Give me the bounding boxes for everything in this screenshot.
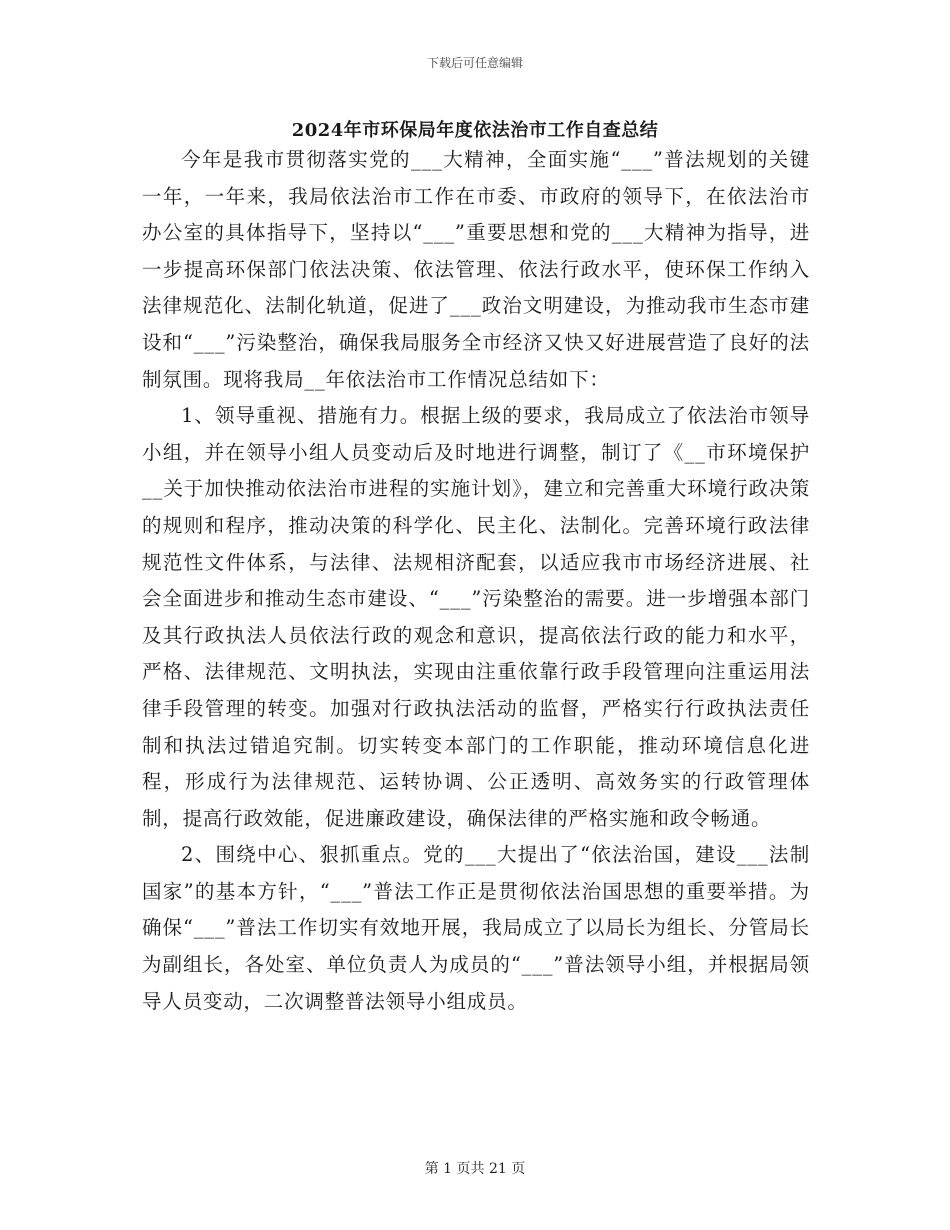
paragraph-intro: 今年是我市贯彻落实党的___大精神，全面实施“___”普法规划的关键一年，一年来，我局依法治市工作在市委、市政府的领导下，在依法治市办公室的具体指导下，坚持以“___”重要思想和党的___大精神为指导，进一步提高环保部门依法决策、依法管理、依法行政水平，使环保工作纳入法律规范化、法制化轨道，促进了___政治文明建设，为推动我市生态市建设和“___”污染整治，确保我局服务全市经济又快又好进展营造了良好的法制氛围。现将我局__年依法治市工作情况总结如下： [142, 148, 810, 391]
page-number: 第 1 页共 21 页 [424, 1161, 526, 1177]
paragraph-section-2: 2、围绕中心、狠抓重点。党的___大提出了“依法治国，建设___法制国家”的基本方针，“___”普法工作正是贯彻依法治国思想的重要举措。为确保“___”普法工作切实有效地开展，我局成立了以局长为组长、分管局长为副组长，各处室、单位负责人为成员的“___”普法领导小组，并根据局领导人员变动，二次调整普法领导小组成员。 [142, 843, 810, 1013]
document-title: 2024年市环保局年度依法治市工作自查总结 [291, 120, 659, 141]
document-body [142, 142, 810, 1020]
paragraph-section-1: 1、领导重视、措施有力。根据上级的要求，我局成立了依法治市领导小组，并在领导小组人员变动后及时地进行调整，制订了《__市环境保护__关于加快推动依法治市进程的实施计划》，建立和完善重大环境行政决策的规则和程序，推动决策的科学化、民主化、法制化。完善环境行政法律规范性文件体系，与法律、法规相济配套，以适应我市市场经济进展、社会全面进步和推动生态市建设、“___”污染整治的需要。进一步增强本部门及其行政执法人员依法行政的观念和意识，提高依法行政的能力和水平，严格、法律规范、文明执法，实现由注重依靠行政手段管理向注重运用法律手段管理的转变。加强对行政执法活动的监督，严格实行行政执法责任制和执法过错追究制。切实转变本部门的工作职能，推动环境信息化进程，形成行为法律规范、运转协调、公正透明、高效务实的行政管理体制，提高行政效能，促进廉政建设，确保法律的严格实施和政令畅通。 [142, 404, 810, 830]
page-header-note: 下载后可任意编辑 [426, 56, 523, 70]
